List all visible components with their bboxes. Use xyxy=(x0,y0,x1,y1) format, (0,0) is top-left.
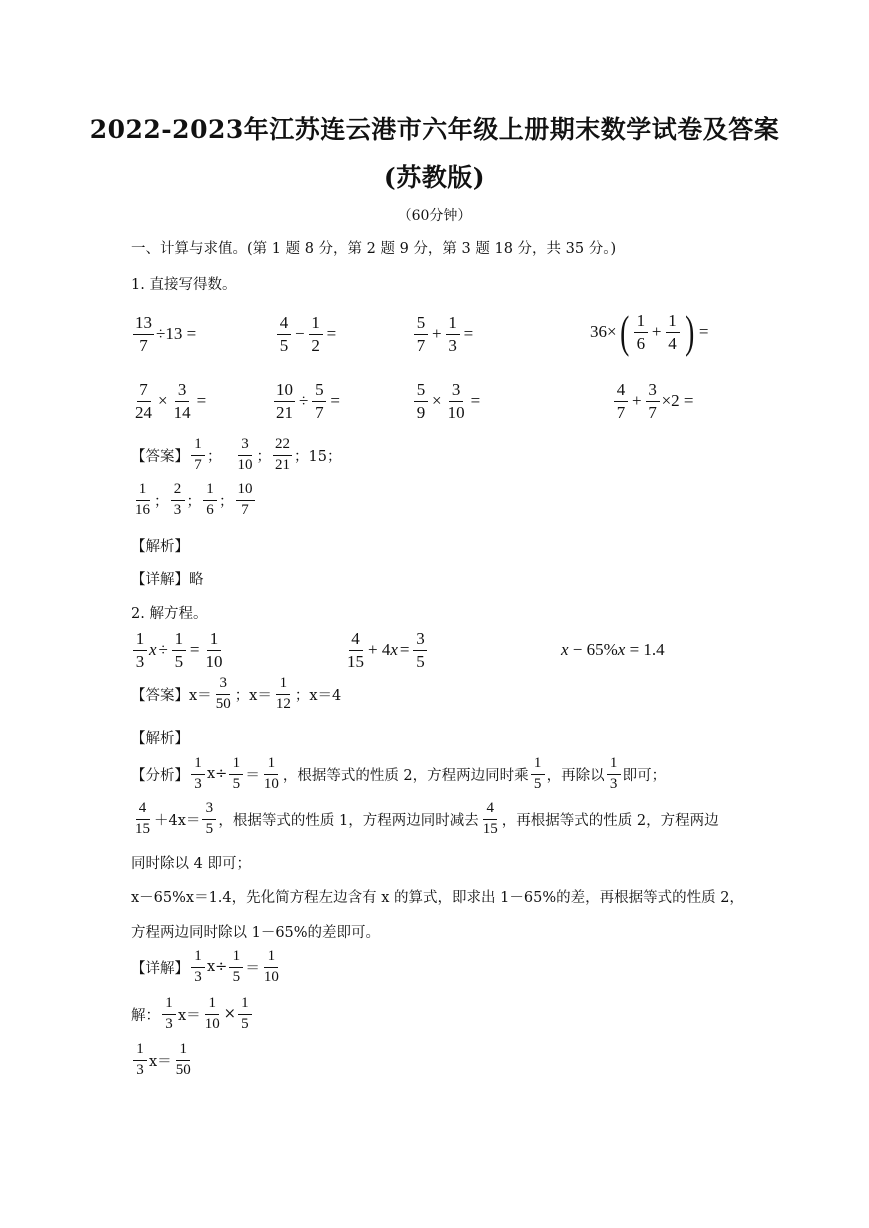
q2-fenxi-line-1: 【分析】 $\frac{1}{3}$ x÷ $\frac{1}{5}$ ＝ $\frac{1}{10}$ ，根据等式的性质 2，方程两边同时乘 $\frac{1}{5}$ ，再除以 $\frac{1}{3}$ 即可； xyxy=(131,755,667,792)
q2-detail-line-2: 解： $\frac{1}{3}$ x＝ $\frac{1}{10}$ × $\frac{1}{5}$ xyxy=(131,996,254,1033)
q2-answer: 【答案】 x＝ $\frac{3}{50}$ ；x＝ $\frac{1}{12}$ ；x＝4 xyxy=(131,675,342,712)
document-subtitle-edition: (苏教版) xyxy=(383,163,486,192)
q2-detail-line-1: 【详解】 $\frac{1}{3}$ x÷ $\frac{1}{5}$ ＝ $\frac{1}{10}$ xyxy=(131,948,279,985)
q2-fenxi-line-4: x－65%x＝1.4，先化简方程左边含有 x 的算式，即求出 1－65%的差，再根据等式的性质 2， xyxy=(131,890,744,906)
q1-analysis-label: 【解析】 xyxy=(131,539,189,555)
q1-problem-6: $\frac{10}{21}$ ÷ $\frac{5}{7}$ = xyxy=(276,380,340,422)
q1-detail: 【详解】略 xyxy=(131,572,204,588)
q1-problem-1: $\frac{13}{7}$ ÷13 = xyxy=(135,313,197,355)
q2-equation-1: $\frac{1}{3}$ x ÷ $\frac{1}{5}$ = $\frac{1}{10}$ xyxy=(131,630,226,671)
q2-fenxi-line-5: 方程两边同时除以 1－65%的差即可。 xyxy=(131,925,381,941)
q1-problem-5: $\frac{7}{24}$ × $\frac{3}{14}$ = xyxy=(135,380,207,422)
q2-equation-2: $\frac{4}{15}$ + 4 x = $\frac{3}{5}$ xyxy=(343,630,429,671)
q2-equation-3: x − 65% x = 1.4 xyxy=(561,640,665,659)
q2-fenxi-line-2: $\frac{4}{15}$ ＋4x＝ $\frac{3}{5}$ ，根据等式的性质 1，方程两边同时减去 $\frac{4}{15}$ ，再根据等式的性质 2，方程两边 xyxy=(135,800,719,837)
q1-answer-line-1: 【答案】 $\frac{1}{7}$ ； $\frac{3}{10}$ ； $\frac{22}{21}$ ； 15； xyxy=(131,436,342,473)
q1-problem-3: $\frac{5}{7}$ + $\frac{1}{3}$ = xyxy=(412,314,475,355)
q1-problem-2: $\frac{4}{5}$ − $\frac{1}{2}$ = xyxy=(275,314,338,355)
q1-answer-line-2: $\frac{1}{16}$ ； $\frac{2}{3}$ ； $\frac{1}{6}$ ； $\frac{10}{7}$ xyxy=(135,481,253,518)
question-2-label: 2. 解方程。 xyxy=(131,606,208,622)
q2-analysis-label: 【解析】 xyxy=(131,731,189,747)
exam-duration: （60分钟） xyxy=(397,208,472,224)
q1-problem-8: $\frac{4}{7}$ + $\frac{3}{7}$ ×2 = xyxy=(612,381,694,422)
document-title: 2022-2023年江苏连云港市六年级上册期末数学试卷及答案 xyxy=(89,115,780,144)
section-1-heading: 一、计算与求值。(第 1 题 8 分，第 2 题 9 分，第 3 题 18 分，共 35 分。) xyxy=(131,241,617,257)
q1-problem-4: 36× ( $\frac{1}{6}$ + $\frac{1}{4}$ ) = xyxy=(590,306,709,357)
question-1-label: 1. 直接写得数。 xyxy=(131,277,237,293)
q2-fenxi-line-3: 同时除以 4 即可； xyxy=(131,856,251,872)
q1-problem-7: $\frac{5}{9}$ × $\frac{3}{10}$ = xyxy=(412,381,482,422)
q2-detail-line-3: $\frac{1}{3}$ x＝ $\frac{1}{50}$ xyxy=(131,1042,195,1079)
